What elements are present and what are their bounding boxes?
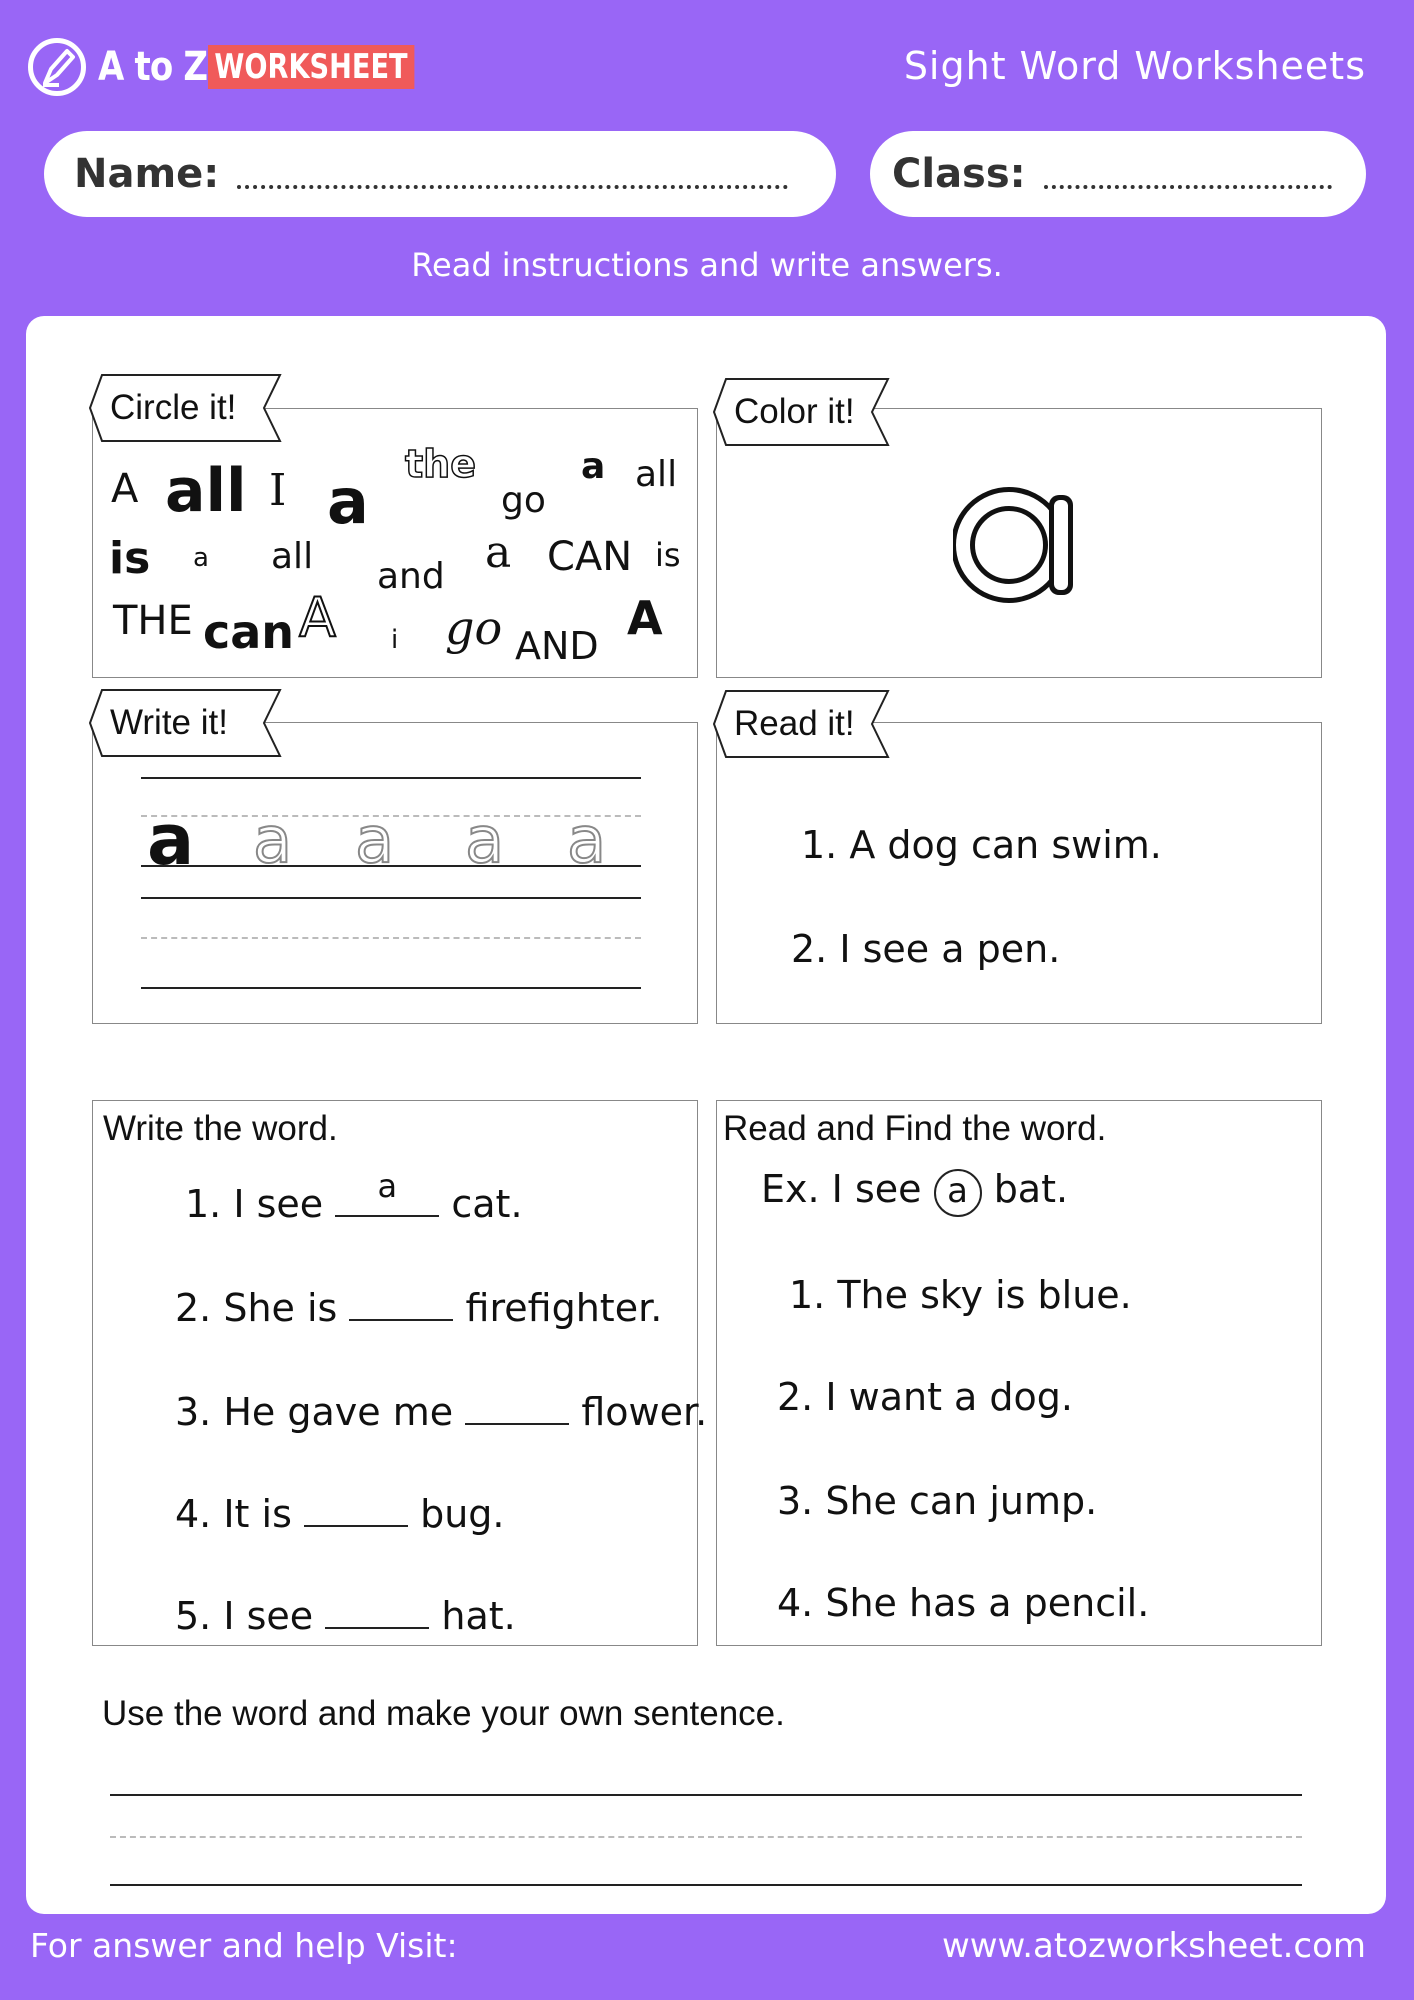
word[interactable]: AND	[515, 624, 599, 668]
circled-word: a	[934, 1169, 982, 1217]
word[interactable]: CAN	[547, 534, 633, 580]
word[interactable]: i	[391, 625, 399, 655]
answer-blank[interactable]	[304, 1487, 408, 1527]
fill-in-sentence: 4. It is bug.	[175, 1487, 504, 1536]
find-sentence[interactable]: 2. I want a dog.	[777, 1375, 1073, 1419]
find-sentence[interactable]: 1. The sky is blue.	[789, 1273, 1132, 1317]
svg-text:a: a	[1009, 553, 1010, 554]
answer-blank[interactable]	[349, 1281, 453, 1321]
class-field[interactable]	[870, 131, 1366, 217]
word[interactable]: the	[405, 442, 476, 486]
color-it-box	[716, 408, 1322, 678]
fill-in-sentence: 1. I see a cat.	[185, 1167, 523, 1226]
circle-it-title: Circle it!	[110, 388, 237, 427]
word[interactable]: a	[327, 465, 369, 538]
word[interactable]: go	[501, 480, 546, 521]
trace-letter[interactable]: a	[253, 804, 293, 878]
trace-letter[interactable]: a	[567, 804, 607, 878]
page-title: Sight Word Worksheets	[903, 44, 1366, 88]
color-it-title: Color it!	[734, 392, 855, 431]
trace-letter[interactable]: a	[465, 804, 505, 878]
class-dotted-line[interactable]	[1044, 185, 1332, 189]
own-sentence-prompt: Use the word and make your own sentence.	[102, 1694, 785, 1733]
sentence-baseline[interactable]	[110, 1884, 1302, 1886]
read-sentence: 1. A dog can swim.	[801, 823, 1162, 867]
trace-letter[interactable]: a	[355, 804, 395, 878]
brand-logo	[28, 38, 466, 96]
class-label: Class:	[892, 151, 1026, 197]
word[interactable]: A	[299, 586, 336, 649]
read-and-find-title: Read and Find the word.	[723, 1109, 1107, 1148]
word[interactable]: and	[377, 556, 445, 597]
circle-it-box	[92, 408, 698, 678]
find-sentence[interactable]: 3. She can jump.	[777, 1479, 1098, 1523]
word[interactable]: A	[627, 591, 663, 645]
word[interactable]: a	[581, 446, 606, 487]
word[interactable]: all	[271, 536, 314, 577]
model-letter: a	[147, 799, 195, 881]
word[interactable]: I	[269, 465, 287, 516]
word[interactable]: go	[445, 601, 503, 655]
fill-in-sentence: 5. I see hat.	[175, 1589, 516, 1638]
footer-text: For answer and help Visit:	[30, 1926, 458, 1965]
pencil-logo-icon	[28, 38, 86, 96]
instructions: Read instructions and write answers.	[411, 246, 1003, 284]
write-the-word-title: Write the word.	[103, 1109, 338, 1148]
word[interactable]: can	[203, 605, 295, 659]
word[interactable]: THE	[113, 598, 193, 644]
sentence-midline	[110, 1836, 1302, 1838]
outlined-letter-a-icon[interactable]	[953, 475, 1083, 611]
find-sentence[interactable]: 4. She has a pencil.	[777, 1581, 1150, 1625]
write-the-word-box	[92, 1100, 708, 1646]
read-it-title: Read it!	[734, 704, 855, 743]
word[interactable]: is	[655, 536, 681, 574]
write-it-tab	[88, 688, 284, 758]
brand-badge: WORKSHEET	[208, 45, 414, 89]
circle-it-tab	[88, 373, 284, 443]
website-link[interactable]: www.atozworksheet.com	[941, 1926, 1366, 1966]
writing-baseline[interactable]	[141, 987, 641, 989]
color-it-tab	[712, 377, 908, 447]
writing-line	[141, 777, 641, 779]
write-it-title: Write it!	[110, 703, 228, 742]
word[interactable]: A	[111, 466, 139, 512]
read-and-find-box	[716, 1100, 1322, 1646]
read-sentence: 2. I see a pen.	[791, 927, 1061, 971]
example-sentence: Ex. I see a bat.	[761, 1167, 1068, 1217]
write-it-box	[92, 722, 698, 1024]
answer-blank[interactable]	[325, 1589, 429, 1629]
writing-line[interactable]	[141, 897, 641, 899]
word[interactable]: a	[193, 543, 209, 573]
brand-name: A to Z	[98, 44, 208, 90]
writing-midline	[141, 937, 641, 939]
name-label: Name:	[74, 151, 220, 197]
sentence-line[interactable]	[110, 1794, 1302, 1796]
name-field[interactable]	[44, 131, 836, 217]
name-dotted-line[interactable]	[237, 185, 788, 189]
read-it-box	[716, 722, 1322, 1024]
word[interactable]: a	[485, 527, 512, 578]
answer-blank[interactable]: a	[335, 1177, 439, 1217]
fill-in-sentence: 3. He gave me flower.	[175, 1385, 707, 1434]
read-it-tab	[712, 689, 908, 759]
fill-in-sentence: 2. She is firefighter.	[175, 1281, 662, 1330]
word[interactable]: all	[165, 456, 247, 526]
answer-blank[interactable]	[465, 1385, 569, 1425]
word[interactable]: all	[635, 454, 678, 495]
word[interactable]: is	[109, 533, 151, 584]
